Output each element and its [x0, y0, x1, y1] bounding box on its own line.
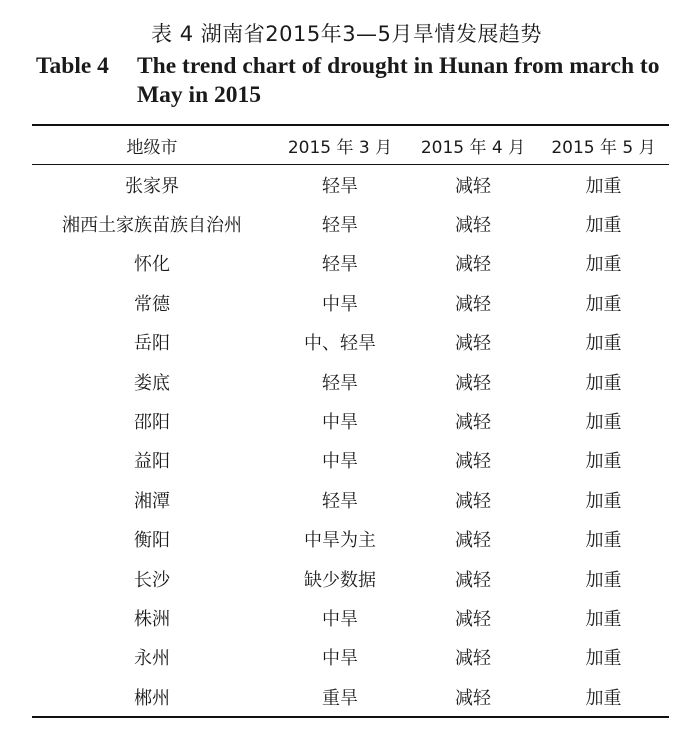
cell-march: 中旱 — [322, 648, 358, 670]
cell-may: 加重 — [585, 175, 622, 197]
cell-city: 湘潭 — [134, 490, 170, 512]
table-caption-title: The trend chart of drought in Hunan from march to May in 2015 — [137, 53, 660, 108]
cell-march: 缺少数据 — [304, 569, 376, 591]
cell-may: 加重 — [585, 451, 622, 473]
cell-may: 加重 — [585, 608, 622, 630]
cell-march: 中旱 — [322, 412, 358, 434]
table-row — [32, 362, 669, 401]
cell-city: 邵阳 — [134, 412, 170, 434]
table-row — [32, 520, 669, 559]
cell-march: 中旱 — [322, 451, 358, 473]
table-row — [32, 283, 669, 322]
table-row — [32, 598, 669, 637]
cell-march: 中旱为主 — [304, 530, 376, 552]
cell-april: 减轻 — [455, 451, 491, 473]
cell-may: 加重 — [585, 372, 622, 394]
table-row — [32, 401, 669, 440]
table-row — [32, 244, 669, 283]
cell-city: 娄底 — [134, 372, 170, 394]
table-caption-chinese: 表 4 湖南省2015年3—5月旱情发展趋势 — [151, 22, 542, 46]
cell-city: 湘西土家族苗族自治州 — [62, 215, 242, 237]
cell-march: 轻旱 — [322, 215, 358, 237]
cell-march: 轻旱 — [322, 254, 358, 276]
table-row — [32, 677, 669, 717]
cell-april: 减轻 — [455, 293, 491, 315]
cell-april: 减轻 — [455, 215, 491, 237]
cell-april: 减轻 — [455, 490, 491, 512]
column-header-may: 2015 年 5 月 — [551, 137, 656, 158]
cell-may: 加重 — [585, 687, 622, 709]
cell-march: 重旱 — [322, 687, 358, 709]
cell-may: 加重 — [585, 490, 622, 512]
cell-may: 加重 — [585, 254, 622, 276]
table-row — [32, 480, 669, 519]
cell-march: 中旱 — [322, 608, 358, 630]
table-row — [32, 441, 669, 480]
cell-april: 减轻 — [455, 254, 491, 276]
cell-may: 加重 — [585, 569, 622, 591]
table-row — [32, 638, 669, 677]
table-row — [32, 165, 669, 205]
cell-april: 减轻 — [455, 687, 491, 709]
cell-may: 加重 — [585, 333, 622, 355]
cell-april: 减轻 — [455, 412, 491, 434]
cell-april: 减轻 — [455, 530, 491, 552]
cell-may: 加重 — [585, 293, 622, 315]
cell-april: 减轻 — [455, 175, 491, 197]
table-row — [32, 204, 669, 243]
cell-march: 中旱 — [322, 293, 358, 315]
cell-march: 轻旱 — [322, 175, 358, 197]
cell-april: 减轻 — [455, 372, 491, 394]
cell-may: 加重 — [585, 648, 622, 670]
table-caption-english — [36, 52, 686, 110]
table-caption-label: Table 4 — [36, 53, 109, 79]
column-header-april: 2015 年 4 月 — [420, 137, 526, 158]
cell-city: 张家界 — [125, 175, 179, 197]
cell-may: 加重 — [585, 215, 622, 237]
table-row — [32, 323, 669, 362]
cell-may: 加重 — [585, 412, 622, 434]
drought-trend-table — [32, 124, 669, 718]
cell-april: 减轻 — [455, 569, 491, 591]
cell-city: 常德 — [134, 293, 170, 315]
cell-march: 轻旱 — [322, 490, 358, 512]
column-header-march: 2015 年 3 月 — [287, 137, 393, 158]
cell-april: 减轻 — [455, 333, 491, 355]
cell-city: 郴州 — [134, 687, 170, 709]
cell-city: 衡阳 — [134, 530, 170, 552]
column-header-city: 地级市 — [126, 137, 178, 158]
table-header-row — [32, 125, 669, 165]
cell-april: 减轻 — [455, 608, 491, 630]
cell-city: 怀化 — [134, 254, 170, 276]
cell-april: 减轻 — [455, 648, 491, 670]
cell-city: 长沙 — [134, 569, 170, 591]
cell-march: 轻旱 — [322, 372, 358, 394]
cell-may: 加重 — [585, 530, 622, 552]
cell-city: 永州 — [134, 648, 170, 670]
table-row — [32, 559, 669, 598]
cell-city: 益阳 — [134, 451, 170, 473]
cell-march: 中、轻旱 — [304, 333, 376, 355]
cell-city: 株洲 — [134, 608, 170, 630]
cell-city: 岳阳 — [134, 333, 170, 355]
